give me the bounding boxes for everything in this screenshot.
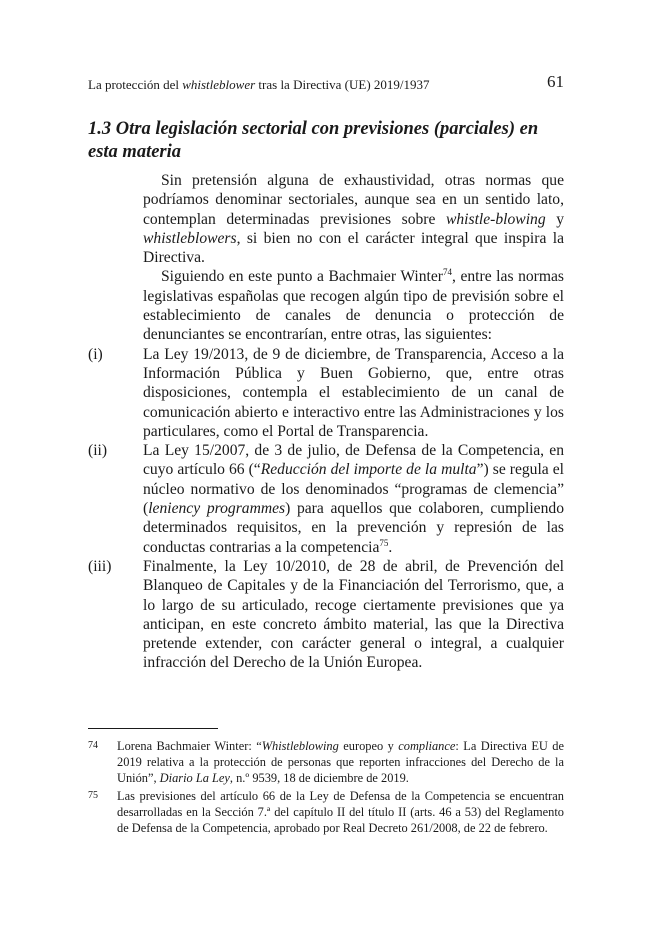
paragraph-intro: Sin pretensión alguna de exhaustividad, otras normas que podríamos denominar sectoriales, aunque sea en un sentido lato, contemplan determinadas previsiones sobre whistle-blowing y whistleblowers, si bien no con el carácter integral que inspira la Directiva. — [143, 172, 564, 267]
list-item: (iii) Finalmente, la Ley 10/2010, de 28 de abril, de Prevención del Blanqueo de Capitales y de la Financiación del Terrorismo, que, a lo largo de su articulado, recoge ciertamente previsiones que ya anticipan, en este concreto ámbito material, las que la Directiva pretende extender, con carácter general o integral, a cualquier infracción del Derecho de la Unión Europea. — [88, 557, 564, 672]
page-number: 61 — [547, 72, 564, 91]
footnote-ref-74: 74 — [442, 267, 452, 278]
footnote-number: 75 — [88, 790, 98, 801]
section-title: 1.3 Otra legislación sectorial con previsiones (parciales) en esta materia — [88, 119, 539, 162]
running-header — [88, 72, 564, 94]
running-header-title: La protección del whistleblower tras la Directiva (UE) 2019/1937 — [88, 77, 430, 92]
footnote-number: 74 — [88, 740, 98, 751]
list-item-number: (i) — [88, 345, 103, 363]
body-text — [88, 171, 564, 673]
footnote-74: 74 Lorena Bachmaier Winter: “Whistleblowing europeo y compliance: La Directiva EU de 2019 relativa a la protección de personas que reporten infracciones del Derecho de la Unión”, Diario La Ley, n.º 9539, 18 de diciembre de 2019. — [88, 739, 564, 785]
footnote-divider — [88, 728, 218, 729]
list-item-number: (ii) — [88, 442, 108, 460]
list-item-number: (iii) — [88, 557, 112, 575]
list-item: (ii) La Ley 15/2007, de 3 de julio, de Defensa de la Competencia, en cuyo artículo 66 (“Reducción del importe de la multa”) se regula el núcleo normativo de los denominados “programas de clemencia” (leniency programmes) para aquellos que colaboren, cumpliendo determinados requisitos, en la prevención y represión de las conductas contrarias a la competencia$^{75}$. — [88, 442, 565, 556]
footnote-ref-75: 75 — [379, 537, 389, 548]
list-item: (i) La Ley 19/2013, de 9 de diciembre, de Transparencia, Acceso a la Información Pública y Buen Gobierno, que, entre otras disposiciones, contempla el establecimiento de un canal de comunicación abierto e interactivo entre las Administraciones y los particulares, como el Portal de Transparencia. — [88, 345, 564, 440]
footnotes — [88, 738, 564, 838]
paragraph-list-intro: Siguiendo en este punto a Bachmaier Winter$^{74}$, entre las normas legislativas españolas que recogen algún tipo de previsión sobre el establecimiento de canales de denuncia o protección de denunciantes se encontrarían, entre otras, las siguientes: — [143, 267, 564, 344]
footnote-75: 75 Las previsiones del artículo 66 de la Ley de Defensa de la Competencia se encuentran desarrolladas en la Sección 7.ª del capítulo II del título II (arts. 46 a 53) del Reglamento de Defensa de la Competencia, aprobado por Real Decreto 261/2008, de 22 de febrero. — [88, 789, 564, 835]
